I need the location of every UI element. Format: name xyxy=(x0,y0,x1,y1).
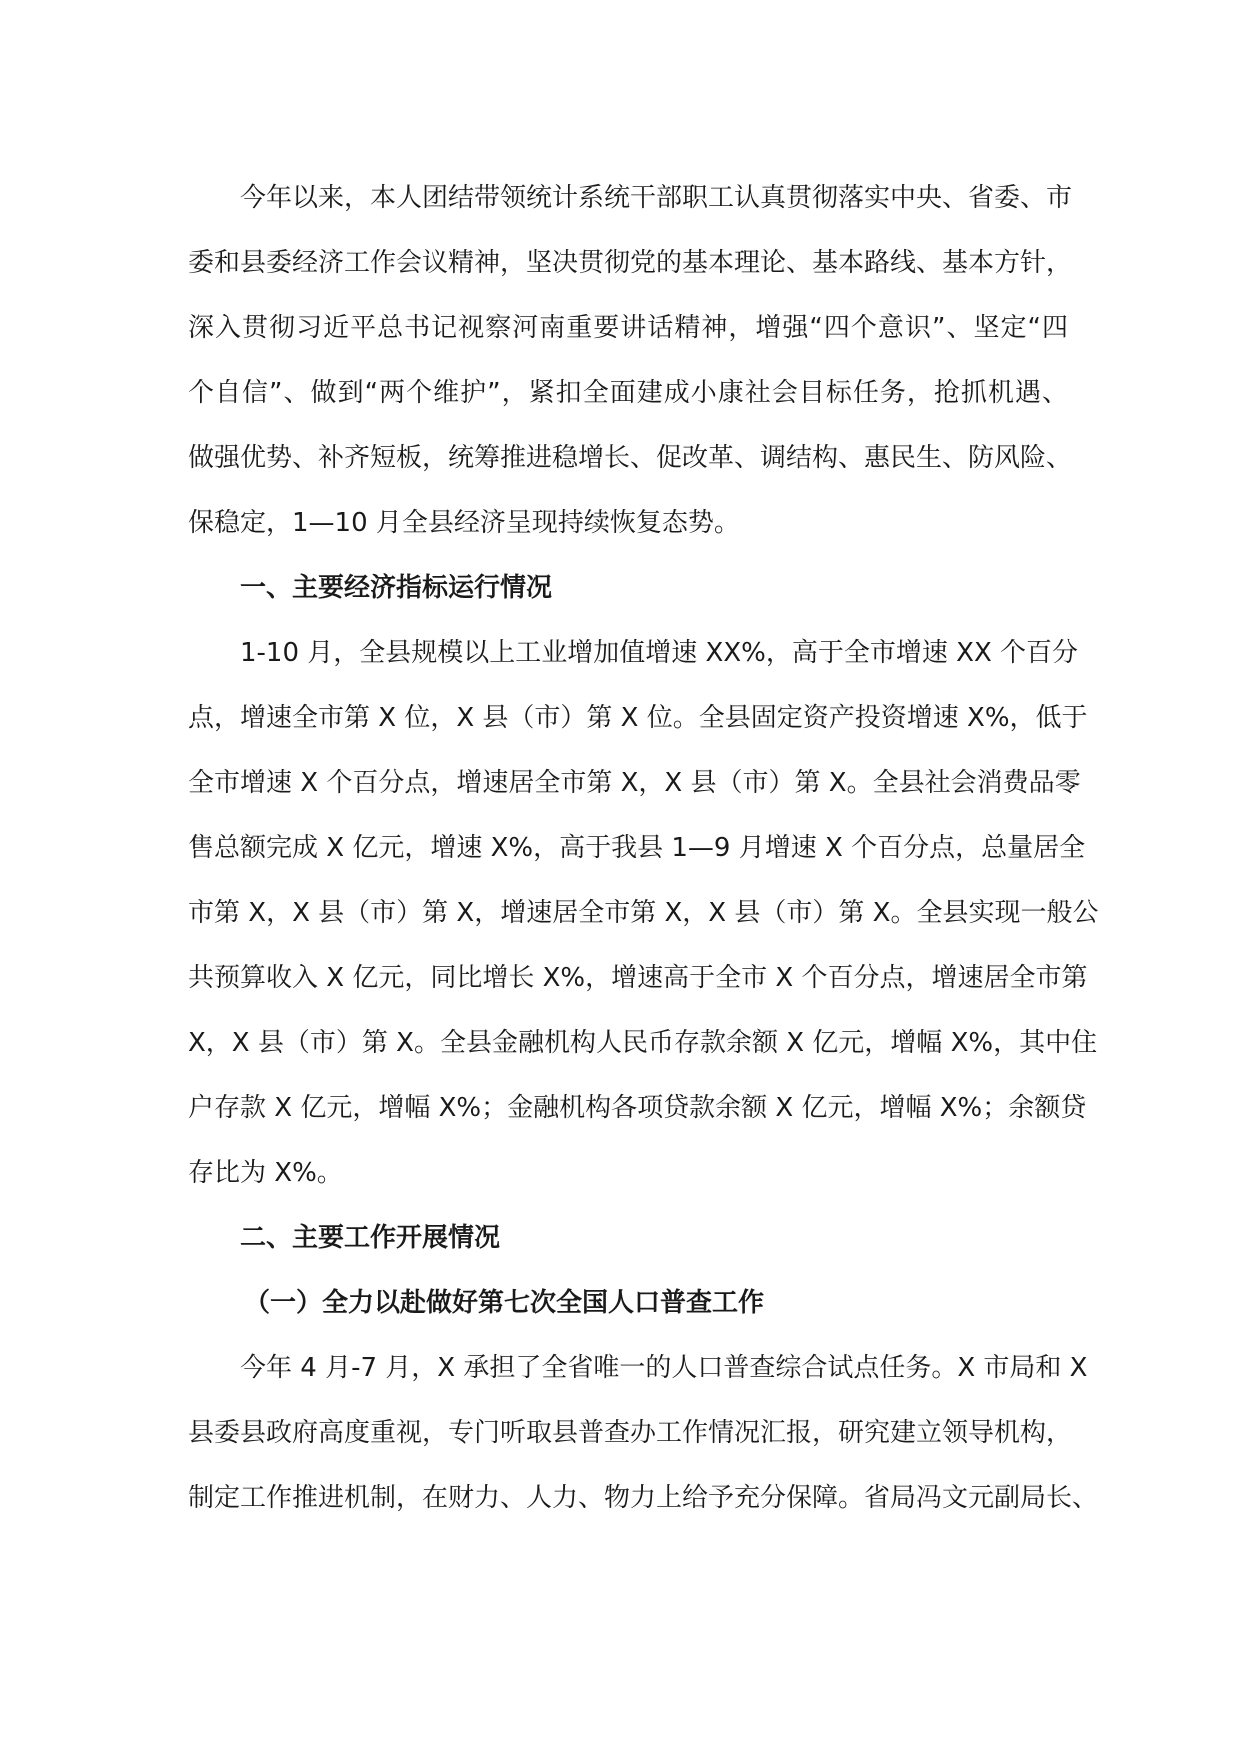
paragraph-line: X，X 县（市）第 X。全县金融机构人民币存款余额 X 亿元，增幅 X%，其中住 xyxy=(188,1028,1098,1058)
paragraph-line: 县委县政府高度重视，专门听取县普查办工作情况汇报，研究建立领导机构， xyxy=(188,1418,1073,1448)
economic-indicators-paragraph xyxy=(188,621,1099,1206)
paragraph-line: 共预算收入 X 亿元，同比增长 X%，增速高于全市 X 个百分点，增速居全市第 xyxy=(188,963,1088,993)
paragraph-line: 市第 X，X 县（市）第 X，增速居全市第 X，X 县（市）第 X。全县实现一般公 xyxy=(188,898,1099,928)
section-heading: 一、主要经济指标运行情况 xyxy=(240,573,553,603)
paragraph-line: 1-10 月，全县规模以上工业增加值增速 XX%，高于全市增速 XX 个百分 xyxy=(240,638,1079,668)
census-paragraph xyxy=(188,1336,1099,1531)
section-heading: 二、主要工作开展情况 xyxy=(240,1223,501,1253)
paragraph-line: 制定工作推进机制，在财力、人力、物力上给予充分保障。省局冯文元副局长、 xyxy=(188,1483,1099,1513)
intro-paragraph xyxy=(188,166,1073,556)
intro-line: 委和县委经济工作会议精神，坚决贯彻党的基本理论、基本路线、基本方针， xyxy=(188,248,1073,278)
intro-line: 保稳定，1—10 月全县经济呈现持续恢复态势。 xyxy=(188,508,740,538)
document-body xyxy=(188,166,1099,1531)
paragraph-line: 全市增速 X 个百分点，增速居全市第 X，X 县（市）第 X。全县社会消费品零 xyxy=(188,768,1081,798)
paragraph-line: 今年 4 月-7 月，X 承担了全省唯一的人口普查综合试点任务。X 市局和 X xyxy=(240,1353,1088,1383)
paragraph-line: 存比为 X%。 xyxy=(188,1158,343,1188)
intro-line: 今年以来，本人团结带领统计系统干部职工认真贯彻落实中央、省委、市 xyxy=(240,183,1073,213)
paragraph-line: 售总额完成 X 亿元，增速 X%，高于我县 1—9 月增速 X 个百分点，总量居全 xyxy=(188,833,1086,863)
subsection-heading: （一）全力以赴做好第七次全国人口普查工作 xyxy=(244,1288,765,1318)
paragraph-line: 点，增速全市第 X 位，X 县（市）第 X 位。全县固定资产投资增速 X%，低于 xyxy=(188,703,1088,733)
intro-line: 个自信”、做到“两个维护”，紧扣全面建成小康社会目标任务，抢抓机遇、 xyxy=(188,378,1068,408)
paragraph-line: 户存款 X 亿元，增幅 X%；金融机构各项贷款余额 X 亿元，增幅 X%；余额贷 xyxy=(188,1093,1087,1123)
intro-line: 深入贯彻习近平总书记视察河南重要讲话精神，增强“四个意识”、坚定“四 xyxy=(188,313,1068,343)
intro-line: 做强优势、补齐短板，统筹推进稳增长、促改革、调结构、惠民生、防风险、 xyxy=(188,443,1073,473)
